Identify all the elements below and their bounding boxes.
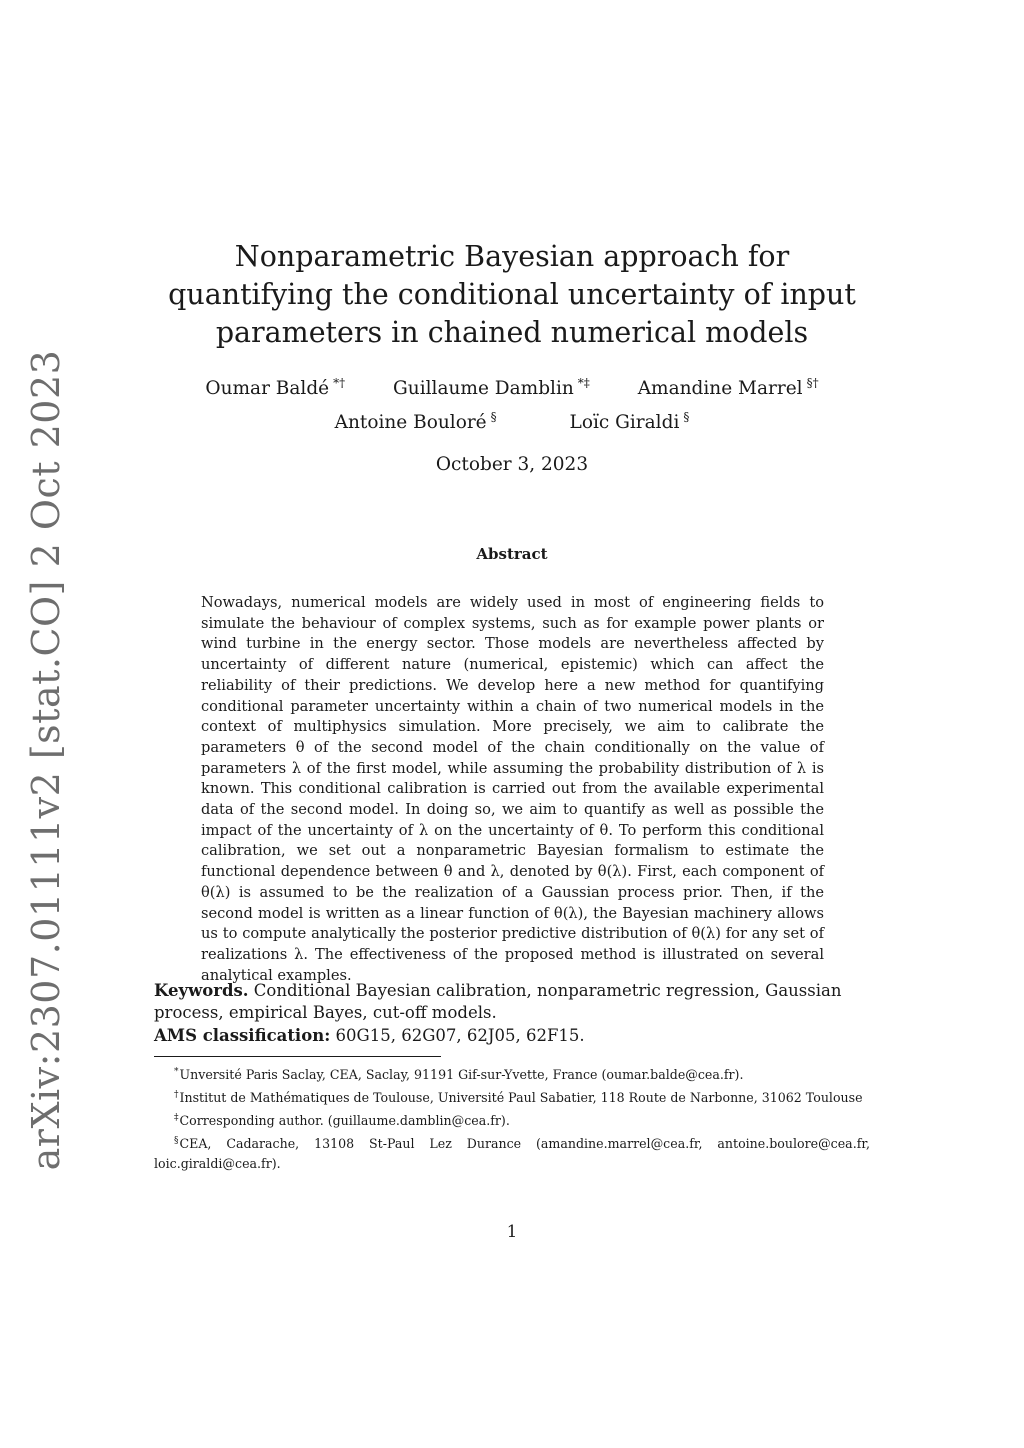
affiliation-marks: *‡: [577, 376, 590, 390]
authors-row-1: [160, 376, 864, 399]
abstract-heading: Abstract: [476, 545, 548, 563]
footnote: [154, 1131, 870, 1174]
author: [205, 376, 345, 399]
author: [335, 410, 497, 433]
affiliation-marks: §: [490, 410, 497, 424]
keywords-text: Conditional Bayesian calibration, nonparametric regression, Gaussian process, empirical Bayes, cut-off models.: [154, 981, 842, 1022]
authors-row-2: [160, 410, 864, 433]
publication-date: October 3, 2023: [435, 454, 589, 475]
arxiv-identifier: arXiv:2307.01111v2 [stat.CO] 2 Oct 2023: [24, 349, 68, 1171]
affiliation-marks: *†: [333, 376, 346, 390]
affiliation-marks: §†: [806, 376, 819, 390]
paper-title: Nonparametric Bayesian approach for quantifying the conditional uncertainty of input parameters in chained numerical models: [168, 240, 856, 349]
author: [638, 376, 819, 399]
affiliation-marks: §: [683, 410, 690, 424]
author-name: Antoine Bouloré: [334, 412, 487, 433]
keywords: [154, 980, 870, 1024]
footnote-text: Institut de Mathématiques de Toulouse, Université Paul Sabatier, 118 Route de Narbonne, 31062 Toulouse: [179, 1090, 863, 1105]
footnote-mark: *: [174, 1067, 179, 1077]
footnote: [154, 1062, 870, 1085]
author-name: Loïc Giraldi: [569, 412, 680, 433]
footnote-rule: [154, 1056, 441, 1057]
ams-classification: [154, 1025, 870, 1047]
abstract-text: Nowadays, numerical models are widely used in most of engineering fields to simulate the behaviour of complex systems, such as for example power plants or wind turbine in the energy sector. Those models are nevertheless affected by uncertainty of different nature (numerical, epistemic) which can affect the reliability of their predictions. We develop here a new method for quantifying conditional parameter uncertainty within a chain of two numerical models in the context of multiphysics simulation. More precisely, we aim to calibrate the parameters θ of the second model of the chain conditionally on the value of parameters λ of the first model, while assuming the probability distribution of λ is known. This conditional calibration is carried out from the available experimental data of the second model. In doing so, we aim to quantify as well as possible the impact of the uncertainty of λ on the uncertainty of θ. To perform this conditional calibration, we set out a nonparametric Bayesian formalism to estimate the functional dependence between θ and λ, denoted by θ(λ). First, each component of θ(λ) is assumed to be the realization of a Gaussian process prior. Then, if the second model is written as a linear function of θ(λ), the Bayesian machinery allows us to compute analytically the posterior predictive distribution of θ(λ) for any set of realizations λ. The effectiveness of the proposed method is illustrated on several analytical examples.: [201, 594, 825, 984]
page-number: 1: [506, 1222, 518, 1241]
abstract-body: [201, 593, 824, 986]
footnote-text: CEA, Cadarache, 13108 St-Paul Lez Durance (amandine.marrel@cea.fr, antoine.boulore@cea.fr, loic.giraldi@cea.fr).: [154, 1136, 870, 1171]
author-name: Guillaume Damblin: [393, 378, 574, 399]
author-name: Amandine Marrel: [637, 378, 803, 399]
footnote-mark: ‡: [174, 1113, 179, 1123]
footnote-text: Unversité Paris Saclay, CEA, Saclay, 91191 Gif-sur-Yvette, France (oumar.balde@cea.fr).: [179, 1067, 744, 1082]
author: [570, 410, 690, 433]
footnote-mark: †: [174, 1090, 179, 1100]
author-name: Oumar Baldé: [205, 378, 330, 399]
footnotes: [154, 1062, 870, 1174]
footnote: [154, 1085, 870, 1108]
footnote: [154, 1108, 870, 1131]
author: [393, 376, 590, 399]
ams-label: AMS classification:: [154, 1026, 331, 1045]
ams-text: 60G15, 62G07, 62J05, 62F15.: [335, 1026, 585, 1045]
footnote-text: Corresponding author. (guillaume.damblin@cea.fr).: [179, 1113, 510, 1128]
footnote-mark: §: [174, 1136, 179, 1146]
keywords-label: Keywords.: [154, 981, 249, 1000]
